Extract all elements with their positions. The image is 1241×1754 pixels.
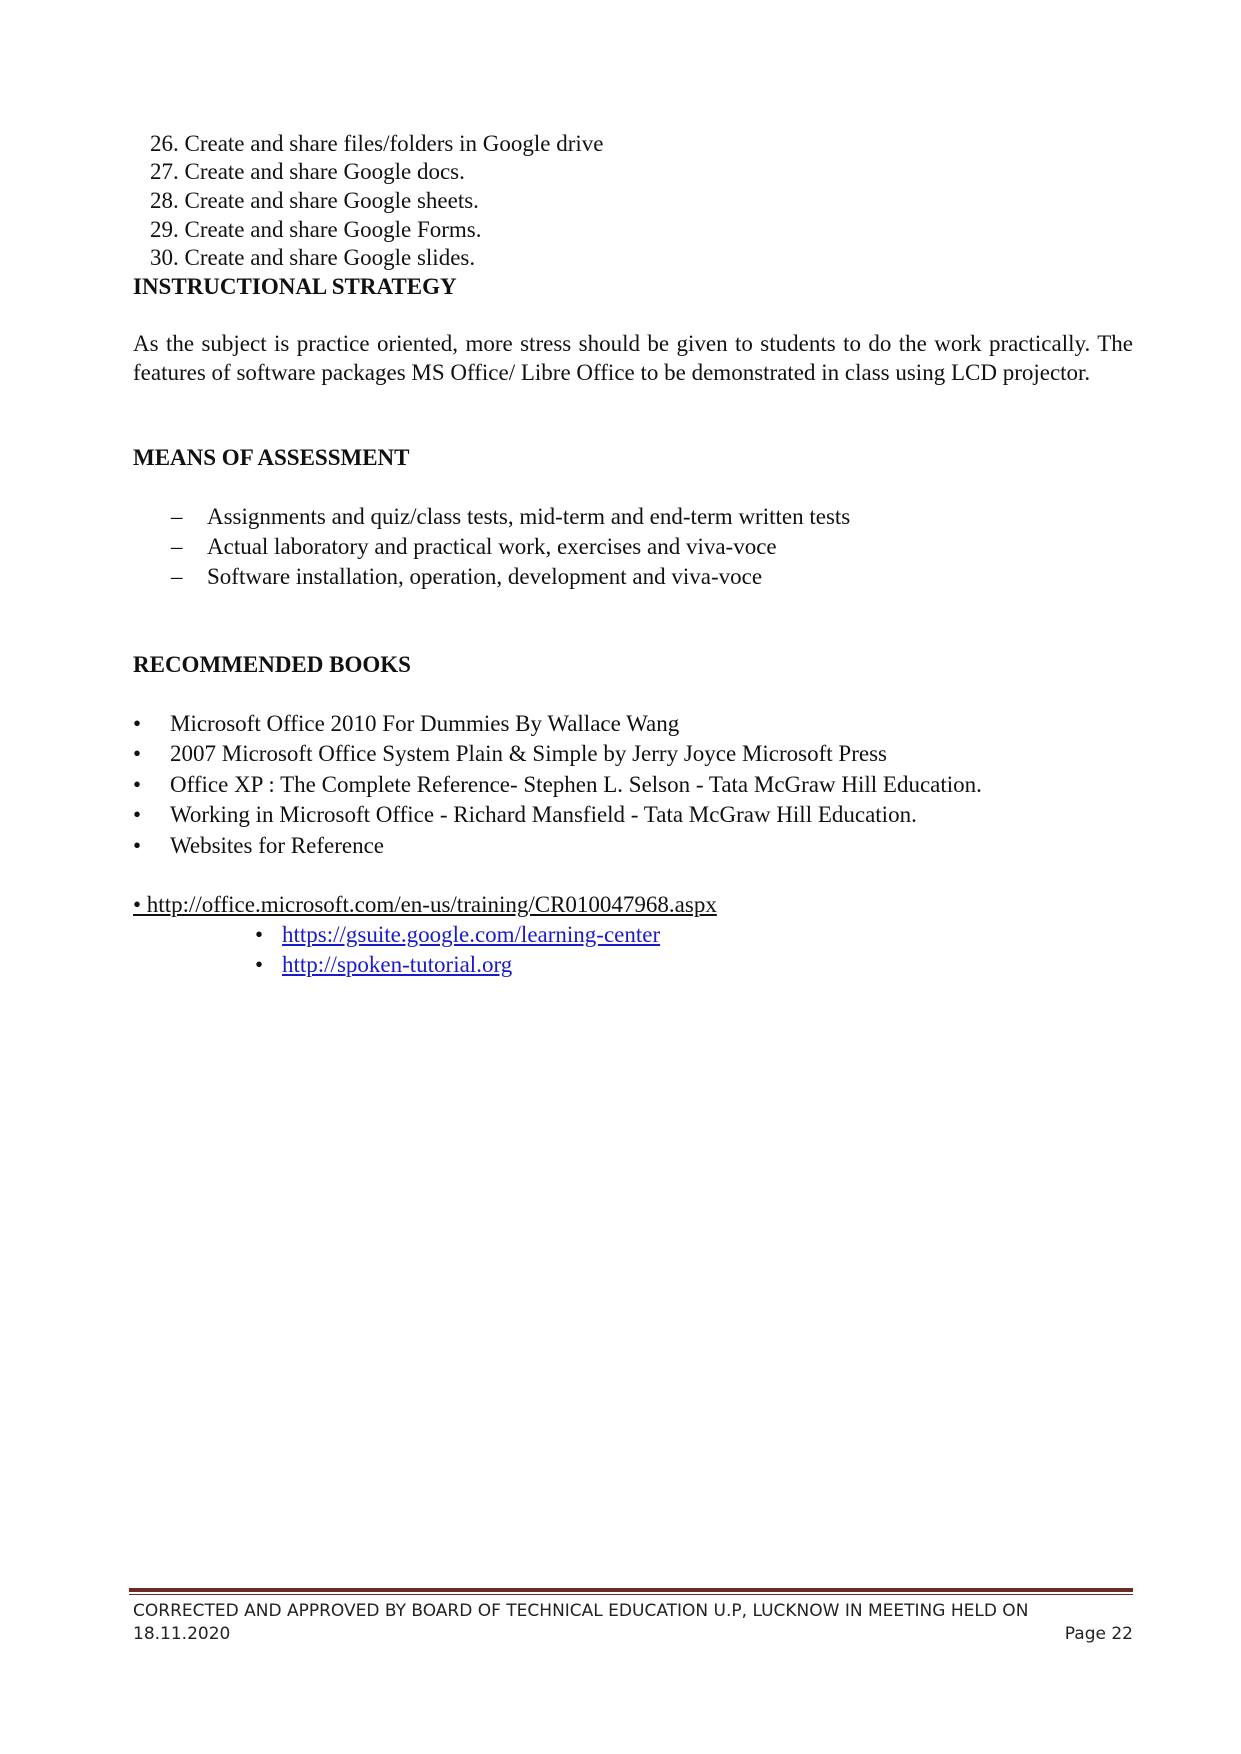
list-item: 26. Create and share files/folders in Google drive xyxy=(150,131,604,156)
page-footer xyxy=(133,1600,1133,1646)
list-item-text: 2007 Microsoft Office System Plain & Simple by Jerry Joyce Microsoft Press xyxy=(170,741,887,766)
bullet-icon: • xyxy=(133,772,142,797)
bullet-icon: • xyxy=(255,952,264,977)
instructional-strategy-paragraph: As the subject is practice oriented, more stress should be given to students to do the work practically. The features of software packages MS Office/ Libre Office to be demonstrated in class using LCD projector. xyxy=(133,331,1133,385)
link-item xyxy=(255,921,660,948)
link-item xyxy=(255,951,512,978)
list-item xyxy=(171,533,777,560)
list-item xyxy=(133,801,917,828)
recommended-books-heading: RECOMMENDED BOOKS xyxy=(133,652,411,677)
list-item xyxy=(171,563,762,590)
list-item-text: Working in Microsoft Office - Richard Mansfield - Tata McGraw Hill Education. xyxy=(170,802,917,827)
bullet-icon: • xyxy=(133,741,142,766)
microsoft-training-link[interactable]: • http://office.microsoft.com/en-us/training/CR010047968.aspx xyxy=(133,892,717,917)
list-item-text: Actual laboratory and practical work, exercises and viva-voce xyxy=(207,534,777,559)
list-item xyxy=(133,771,982,798)
instructional-strategy-heading: INSTRUCTIONAL STRATEGY xyxy=(133,274,457,299)
dash-marker: – xyxy=(171,504,183,529)
list-item: 27. Create and share Google docs. xyxy=(150,159,465,184)
bullet-icon: • xyxy=(133,833,142,858)
footer-divider-thin xyxy=(129,1594,1133,1595)
bullet-icon: • xyxy=(133,711,142,736)
list-item xyxy=(133,740,887,767)
assessment-heading: MEANS OF ASSESSMENT xyxy=(133,445,410,470)
list-item xyxy=(133,710,679,737)
page-number: Page 22 xyxy=(1064,1624,1133,1644)
list-item: 28. Create and share Google sheets. xyxy=(150,188,479,213)
dash-marker: – xyxy=(171,534,183,559)
list-item: 30. Create and share Google slides. xyxy=(150,245,476,270)
dash-marker: – xyxy=(171,564,183,589)
list-item-text: Microsoft Office 2010 For Dummies By Wallace Wang xyxy=(170,711,680,736)
list-item-text: Office XP : The Complete Reference- Stephen L. Selson - Tata McGraw Hill Education. xyxy=(170,772,982,797)
footer-divider xyxy=(129,1588,1133,1592)
list-item-text: Assignments and quiz/class tests, mid-term and end-term written tests xyxy=(207,504,851,529)
list-item: 29. Create and share Google Forms. xyxy=(150,217,482,242)
list-item-text: Software installation, operation, development and viva-voce xyxy=(207,564,763,589)
spoken-tutorial-link[interactable]: http://spoken-tutorial.org xyxy=(282,952,513,977)
list-item xyxy=(133,832,384,859)
list-item xyxy=(171,503,850,530)
gsuite-learning-center-link[interactable]: https://gsuite.google.com/learning-center xyxy=(282,922,661,947)
bullet-icon: • xyxy=(255,922,264,947)
footer-approval-text: CORRECTED AND APPROVED BY BOARD OF TECHNICAL EDUCATION U.P, LUCKNOW IN MEETING HELD ON xyxy=(133,1601,1029,1621)
footer-date: 18.11.2020 xyxy=(133,1624,231,1644)
bullet-icon: • xyxy=(133,802,142,827)
list-item-text: Websites for Reference xyxy=(170,833,384,858)
